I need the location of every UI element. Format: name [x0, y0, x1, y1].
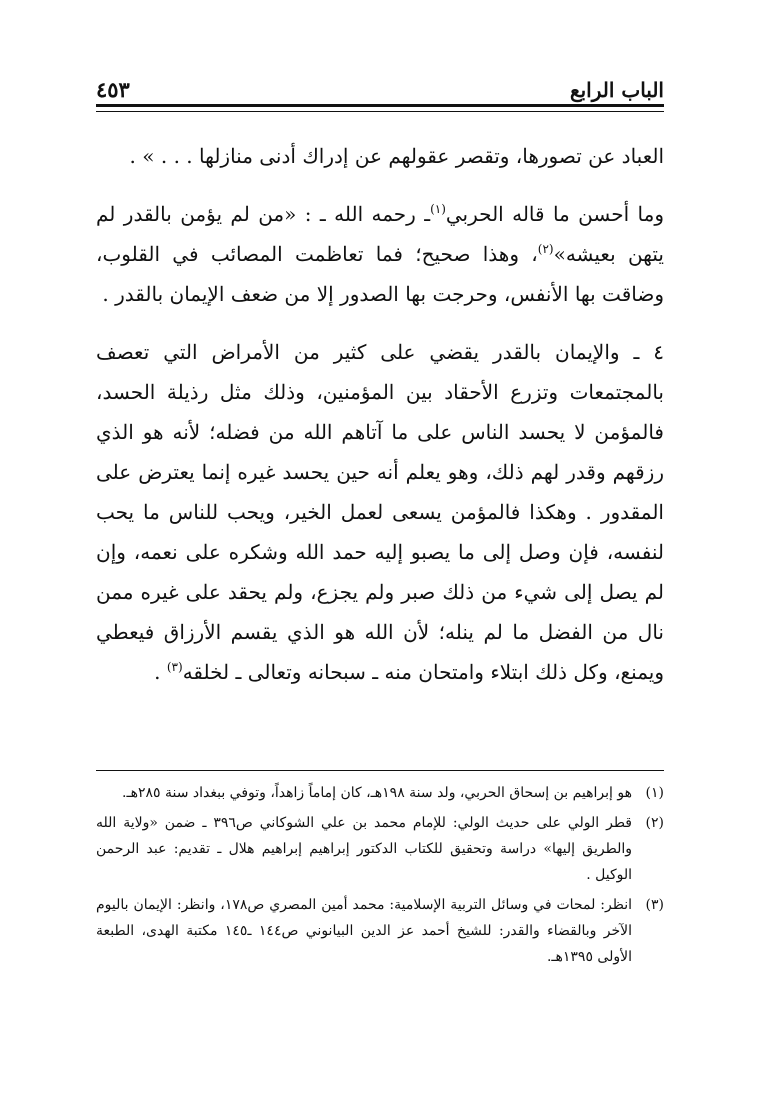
footnote-text: قطر الولي على حديث الولي: للإمام محمد بن علي الشوكاني ص٣٩٦ ـ ضمن «ولاية الله والطريق إليها» دراسة وتحقيق للكتاب الدكتور إبراهيم إبراهيم هلال ـ تقديم: عبد الرحمن الوكيل . [96, 815, 632, 883]
footnote-text: هو إبراهيم بن إسحاق الحربي، ولد سنة ١٩٨هـ، كان إماماً زاهداً، وتوفي ببغداد سنة ٢٨٥هـ. [122, 785, 632, 801]
footnote-ref-2: (٢) [537, 242, 554, 256]
footnote-number: (١) [645, 785, 664, 801]
main-text [96, 136, 664, 692]
paragraph-1: العباد عن تصورها، وتقصر عقولهم عن إدراك أدنى منازلها . . . » . [129, 144, 664, 168]
running-header [96, 70, 664, 102]
header-rule-thick [96, 104, 664, 107]
footnote-ref-1: (١) [430, 202, 446, 216]
footnote-ref-3: (٣) [166, 660, 183, 674]
header-rule-thin [96, 111, 664, 112]
paragraph-3-part-b: . [154, 660, 167, 684]
page-number: ٤٥٣ [96, 77, 130, 102]
paragraph-2 [96, 194, 664, 314]
footnote-text: انظر: لمحات في وسائل التربية الإسلامية: محمد أمين المصري ص١٧٨، وانظر: الإيمان باليوم الآخر وبالقضاء والقدر: للشيخ أحمد عز الدين البيانوني ص١٤٤ ـ١٤٥ مكتبة الهدى، الطبعة الأولى ١٣٩٥هـ. [96, 897, 633, 965]
footnote-number: (٢) [645, 815, 664, 831]
footnote-3 [96, 892, 664, 970]
footnote-2 [96, 810, 664, 888]
paragraph-2-part-a: وما أحسن ما قاله الحربي [445, 202, 664, 226]
footnote-rule [96, 770, 664, 771]
footnotes [96, 780, 664, 974]
footnote-1 [96, 780, 664, 806]
footnote-number: (٣) [645, 897, 664, 913]
paragraph-2-part-c: ، وهذا صحيح؛ فما تعاظمت المصائب في القلوب، وضاقت بها الأنفس، وحرجت بها الصدور إلا من ضعف الإيمان بالقدر . [96, 242, 664, 306]
chapter-title: الباب الرابع [569, 78, 664, 102]
paragraph-3-part-a: ٤ ـ والإيمان بالقدر يقضي على كثير من الأمراض التي تعصف بالمجتمعات وتزرع الأحقاد بين المؤمنين، وذلك مثل رذيلة الحسد، فالمؤمن لا يحسد الناس على ما آتاهم الله من فضله؛ لأنه هو الذي رزقهم وقدر لهم ذلك، وهو يعلم أنه حين يحسد غيره إنما يعترض على المقدور . وهكذا فالمؤمن يسعى لعمل الخير، ويحب للناس ما يحب لنفسه، فإن وصل إلى ما يصبو إليه حمد الله وشكره على نعمه، وإن لم يصل إلى شيء من ذلك صبر ولم يجزع، ولم يحقد على غيره ممن نال من الفضل ما لم ينله؛ لأن الله هو الذي يقسم الأرزاق فيعطي ويمنع، وكل ذلك ابتلاء وامتحان منه ـ سبحانه وتعالى ـ لخلقه [96, 340, 664, 684]
paragraph-2-part-b: ـ رحمه الله ـ : «من لم يؤمن بالقدر لم يتهن بعيشه» [96, 202, 664, 266]
paragraph-3 [96, 332, 664, 692]
